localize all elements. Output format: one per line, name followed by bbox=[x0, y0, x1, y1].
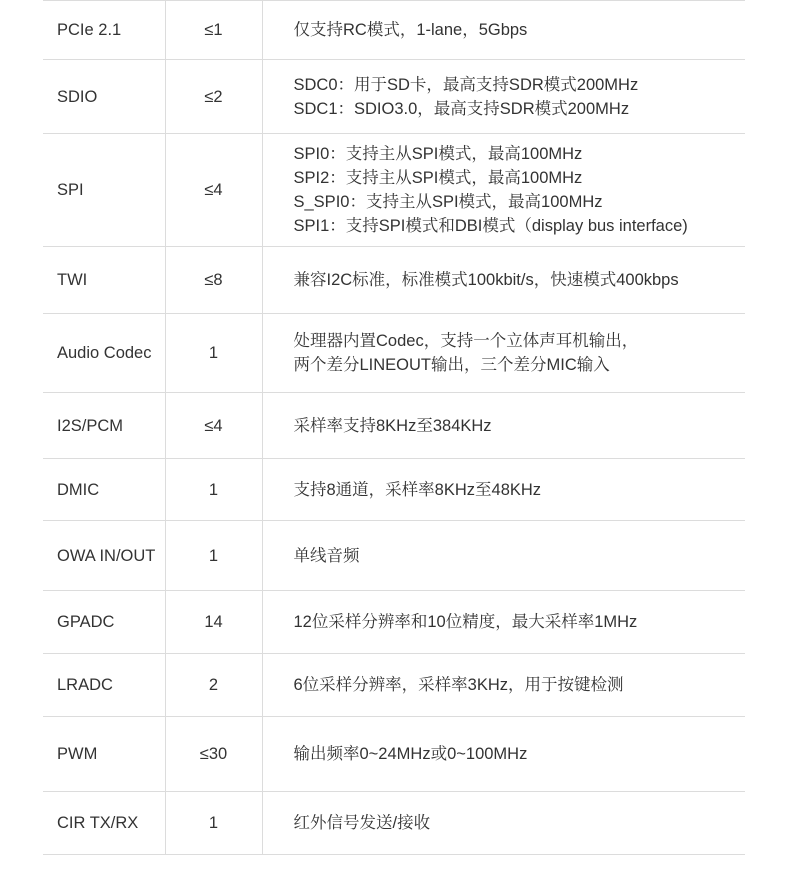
interface-name: LRADC bbox=[43, 654, 165, 717]
table-row bbox=[43, 60, 745, 134]
description-line: 12位采样分辨率和10位精度，最大采样率1MHz bbox=[293, 613, 638, 631]
interface-description bbox=[262, 134, 745, 247]
interface-description bbox=[262, 1, 745, 60]
description-line: SPI1：支持SPI模式和DBI模式（display bus interface) bbox=[293, 217, 688, 235]
interface-description bbox=[262, 654, 745, 717]
description-line: 红外信号发送/接收 bbox=[293, 814, 431, 832]
interface-count: ≤30 bbox=[165, 717, 262, 792]
interface-name: TWI bbox=[43, 247, 165, 314]
interface-name: GPADC bbox=[43, 591, 165, 654]
description-line: SPI0：支持主从SPI模式，最高100MHz bbox=[293, 145, 583, 163]
interface-description bbox=[262, 314, 745, 393]
table-row bbox=[43, 792, 745, 855]
description-line: 6位采样分辨率，采样率3KHz，用于按键检测 bbox=[293, 676, 624, 694]
description-line: S_SPI0：支持主从SPI模式，最高100MHz bbox=[293, 193, 603, 211]
description-line: SDC0：用于SD卡，最高支持SDR模式200MHz bbox=[293, 75, 639, 94]
interface-description bbox=[262, 792, 745, 855]
interface-name: PWM bbox=[43, 717, 165, 792]
table-row bbox=[43, 314, 745, 393]
description-line: 仅支持RC模式，1-lane，5Gbps bbox=[293, 21, 528, 39]
description-line: 单线音频 bbox=[293, 546, 360, 565]
interface-description bbox=[262, 393, 745, 459]
table-row bbox=[43, 654, 745, 717]
interface-count: ≤4 bbox=[165, 393, 262, 459]
table-row bbox=[43, 591, 745, 654]
interface-description bbox=[262, 591, 745, 654]
table-row bbox=[43, 717, 745, 792]
description-line: SPI2：支持主从SPI模式，最高100MHz bbox=[293, 169, 583, 187]
interface-count: ≤2 bbox=[165, 60, 262, 134]
interface-description bbox=[262, 247, 745, 314]
interface-count: 1 bbox=[165, 459, 262, 521]
interface-count: 1 bbox=[165, 792, 262, 855]
interface-description bbox=[262, 60, 745, 134]
table-row bbox=[43, 247, 745, 314]
interface-count: 2 bbox=[165, 654, 262, 717]
interface-name: DMIC bbox=[43, 459, 165, 521]
table-row bbox=[43, 134, 745, 247]
interface-name: OWA IN/OUT bbox=[43, 521, 165, 591]
table-row bbox=[43, 521, 745, 591]
interface-count: 1 bbox=[165, 521, 262, 591]
interface-name: Audio Codec bbox=[43, 314, 165, 393]
description-line: 兼容I2C标准，标准模式100kbit/s，快速模式400kbps bbox=[293, 271, 679, 289]
interface-name: I2S/PCM bbox=[43, 393, 165, 459]
description-line: 输出频率0~24MHz或0~100MHz bbox=[293, 745, 528, 763]
interface-count: ≤8 bbox=[165, 247, 262, 314]
interface-description bbox=[262, 521, 745, 591]
interface-name: PCIe 2.1 bbox=[43, 1, 165, 60]
interface-description bbox=[262, 717, 745, 792]
description-line: 两个差分LINEOUT输出，三个差分MIC输入 bbox=[293, 356, 610, 374]
interface-name: SPI bbox=[43, 134, 165, 247]
interface-name: SDIO bbox=[43, 60, 165, 134]
table-row bbox=[43, 393, 745, 459]
description-line: 采样率支持8KHz至384KHz bbox=[293, 416, 492, 435]
interface-spec-table bbox=[43, 0, 745, 855]
table-row bbox=[43, 1, 745, 60]
description-line: 处理器内置Codec，支持一个立体声耳机输出， bbox=[293, 332, 639, 350]
interface-name: CIR TX/RX bbox=[43, 792, 165, 855]
interface-description bbox=[262, 459, 745, 521]
description-line: SDC1：SDIO3.0，最高支持SDR模式200MHz bbox=[293, 99, 630, 118]
interface-count: ≤4 bbox=[165, 134, 262, 247]
interface-count: 1 bbox=[165, 314, 262, 393]
interface-count: ≤1 bbox=[165, 1, 262, 60]
interface-count: 14 bbox=[165, 591, 262, 654]
description-line: 支持8通道，采样率8KHz至48KHz bbox=[293, 480, 542, 499]
table-row bbox=[43, 459, 745, 521]
